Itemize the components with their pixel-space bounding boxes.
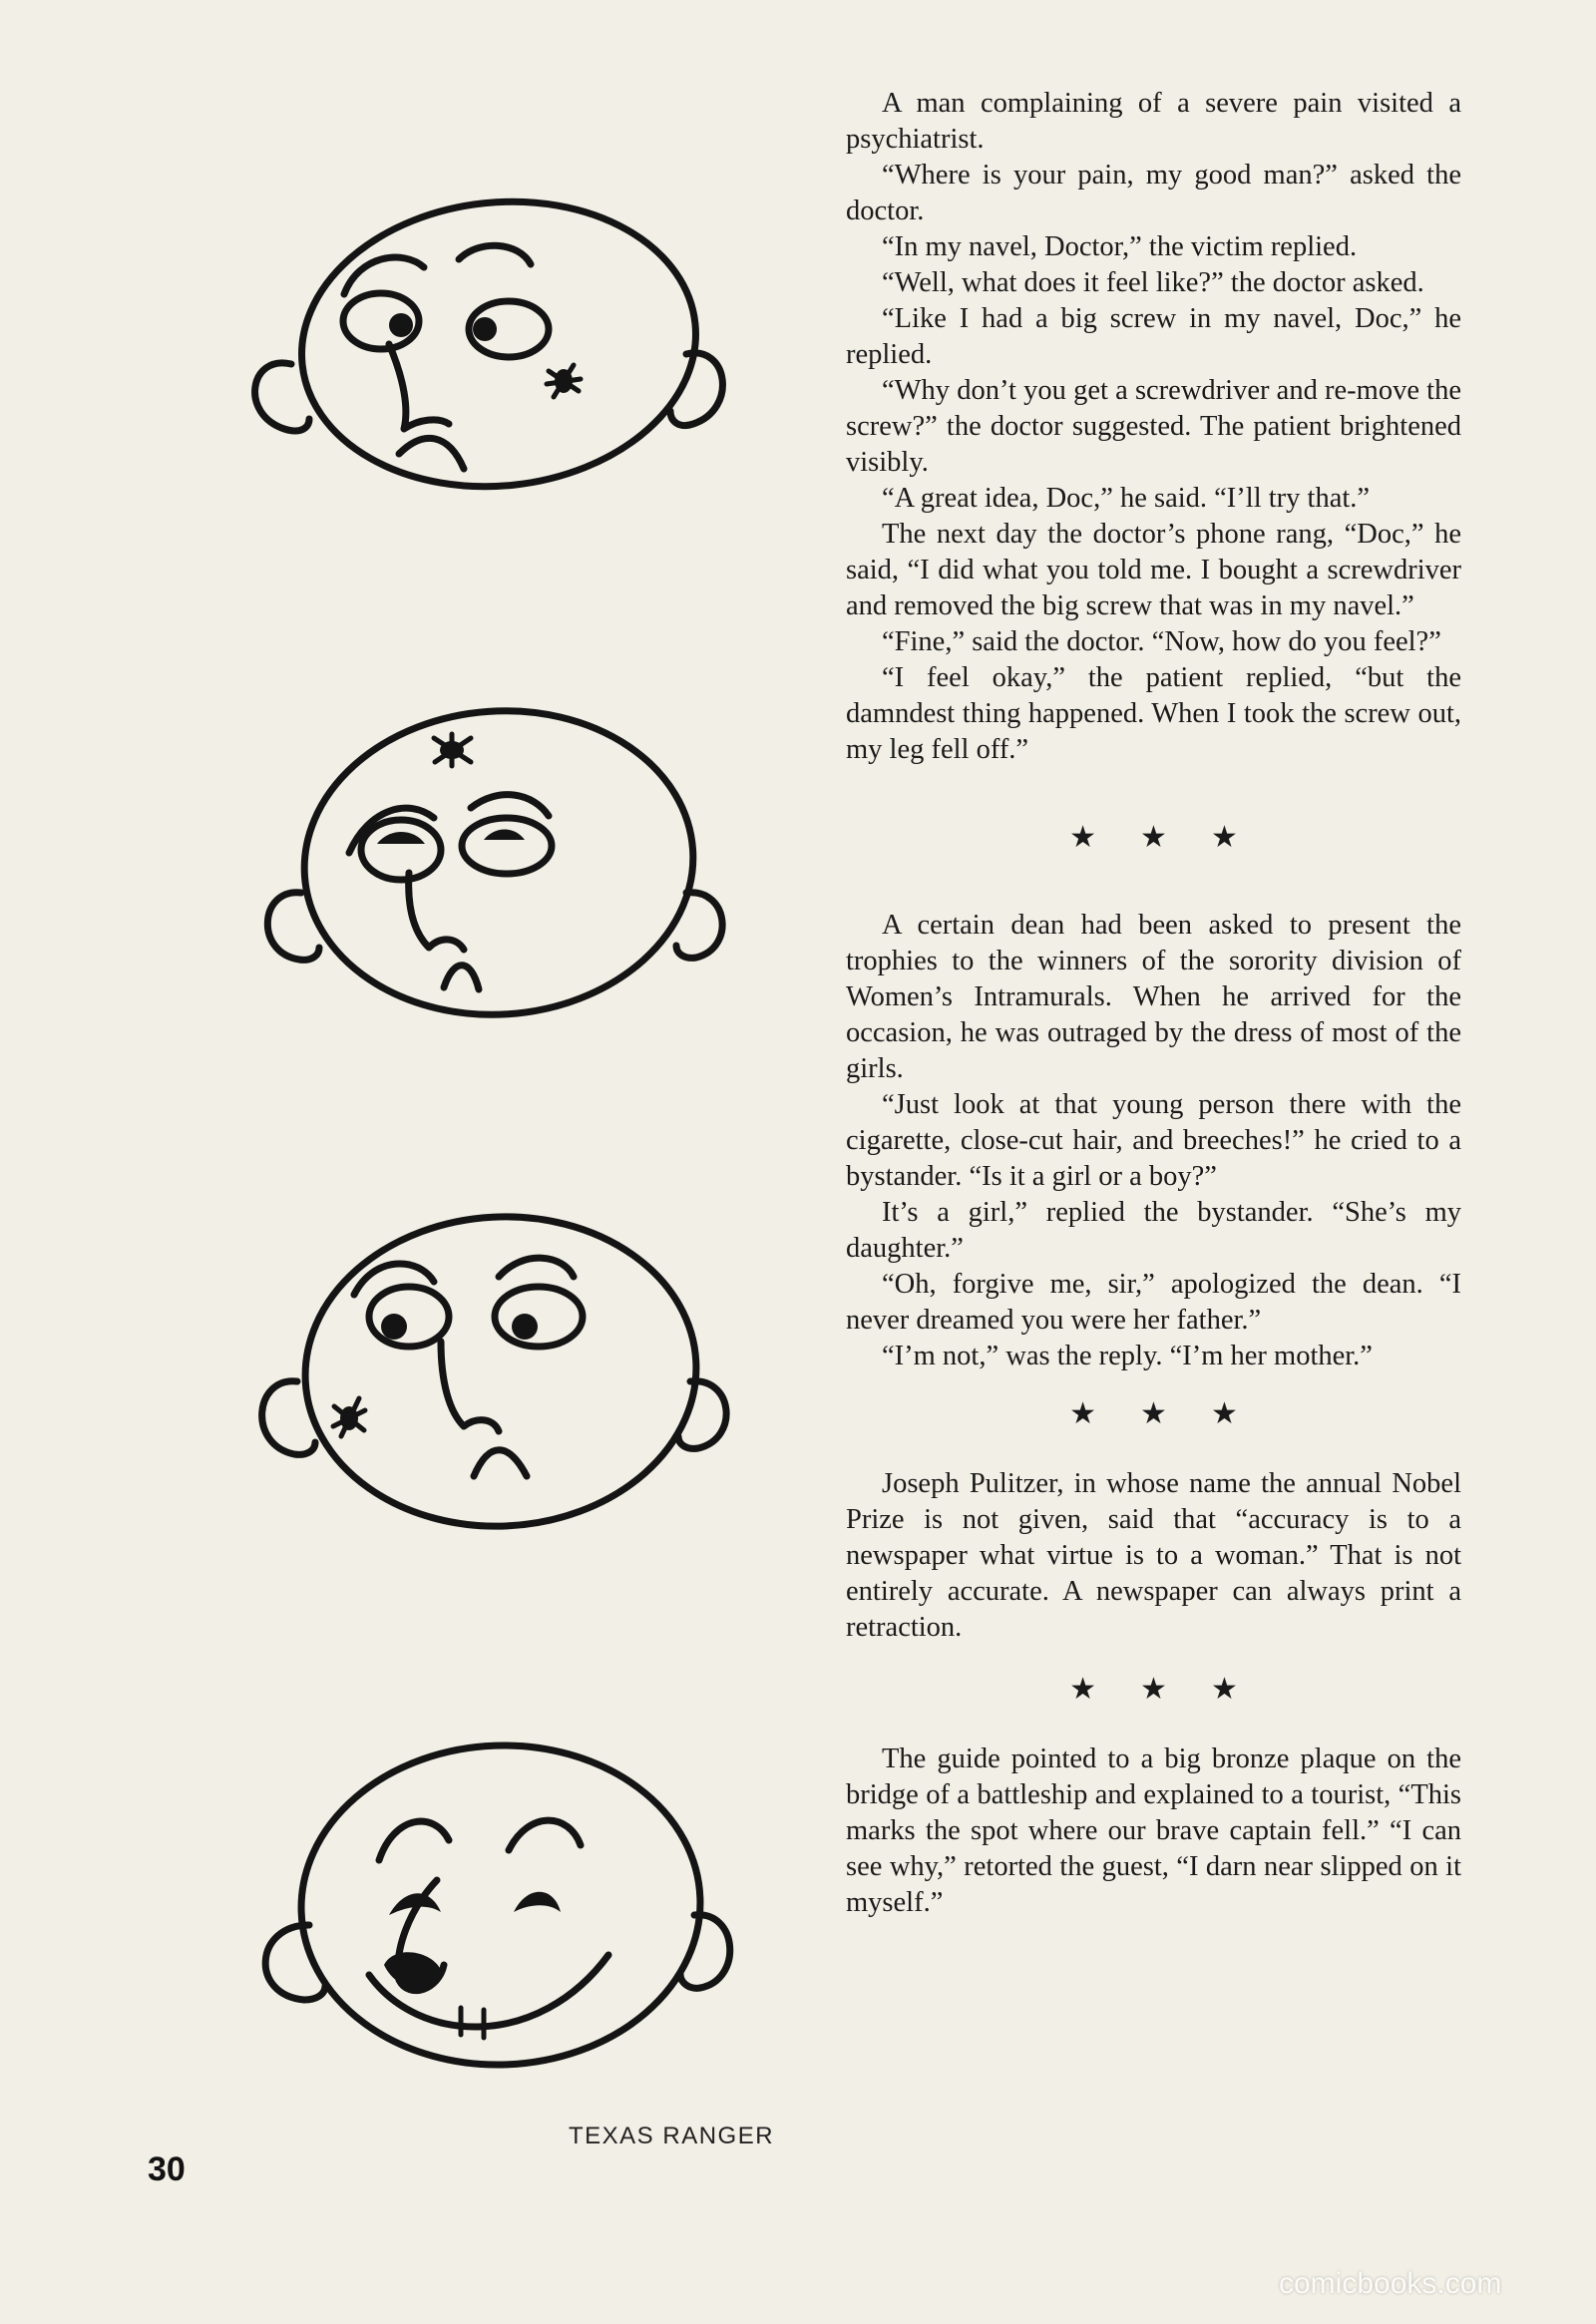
paragraph: “A great idea, Doc,” he said. “I’ll try that.” <box>882 483 1371 514</box>
paragraph: “I feel okay,” the patient replied, “but the damndest thing happened. When I took the screw out, my leg fell off.” <box>846 662 1461 765</box>
paragraph: “In my navel, Doctor,” the victim replied. <box>882 231 1358 262</box>
cartoon-faces-column <box>209 150 768 2144</box>
bug-icon <box>547 365 581 397</box>
paragraph: A man complaining of a severe pain visited a psychiatrist. <box>846 88 1461 155</box>
cartoon-face-1 <box>209 150 768 549</box>
grinning-face-drawing <box>209 1701 768 2100</box>
paragraph: “Well, what does it feel like?” the doctor asked. <box>882 267 1424 298</box>
bug-icon <box>434 734 471 766</box>
paragraph: Joseph Pulitzer, in whose name the annual Nobel Prize is not given, said that “accuracy is to a newspaper what virtue is to a woman.” That is not entirely accurate. A newspaper can always print a retraction. <box>846 1468 1461 1643</box>
paragraph: A certain dean had been asked to present the trophies to the winners of the sorority division of Women’s Intramurals. When he arrived for the occasion, he was outraged by the dress of most of the girls. <box>846 910 1461 1084</box>
paragraph: It’s a girl,” replied the bystander. “She’s my daughter.” <box>846 1197 1461 1264</box>
cartoon-face-3 <box>209 1177 768 1576</box>
watermark: comicbooks.com <box>1279 2267 1502 2300</box>
bug-icon <box>333 1398 365 1436</box>
paragraph: The next day the doctor’s phone rang, “Doc,” he said, “I did what you told me. I bought a screwdriver and removed the big screw that was in my navel.” <box>846 519 1461 621</box>
joke-dean <box>846 908 1461 1374</box>
bug-on-cheek-face-drawing <box>209 150 768 549</box>
paragraph: “Oh, forgive me, sir,” apologized the dean. “I never dreamed you were her father.” <box>846 1269 1461 1336</box>
paragraph: The guide pointed to a big bronze plaque on the bridge of a battleship and explained to a tourist, “This marks the spot where our brave captain fell.” “I can see why,” retorted the guest, “I darn near slipped on it myself.” <box>846 1743 1461 1918</box>
paragraph: “Where is your pain, my good man?” asked the doctor. <box>846 160 1461 226</box>
joke-pulitzer <box>846 1466 1461 1646</box>
bug-on-left-cheek-face-drawing <box>209 1177 768 1576</box>
joke-plaque <box>846 1742 1461 1921</box>
paragraph: “Fine,” said the doctor. “Now, how do you feel?” <box>882 626 1441 657</box>
page-number: 30 <box>148 2150 186 2188</box>
cartoon-face-2 <box>209 668 768 1067</box>
paragraph: “Why don’t you get a screwdriver and re-move the screw?” the doctor suggested. The patient brightened visibly. <box>846 375 1461 478</box>
paragraph: “Like I had a big screw in my navel, Doc,” he replied. <box>846 303 1461 370</box>
publication-title: TEXAS RANGER <box>569 2123 775 2149</box>
star-separator: ★★★ <box>1069 1673 1282 1706</box>
paragraph: “Just look at that young person there with the cigarette, close-cut hair, and breeches!” he cried to a bystander. “Is it a girl or a boy?” <box>846 1089 1461 1192</box>
paragraph: “I’m not,” was the reply. “I’m her mother.” <box>882 1341 1373 1371</box>
star-separator: ★★★ <box>1069 1397 1282 1430</box>
cartoon-face-4 <box>209 1701 768 2100</box>
star-separator: ★★★ <box>1069 821 1282 854</box>
joke-psychiatrist <box>846 86 1461 768</box>
bug-on-forehead-face-drawing <box>209 668 768 1067</box>
jokes-column <box>846 86 1461 1921</box>
